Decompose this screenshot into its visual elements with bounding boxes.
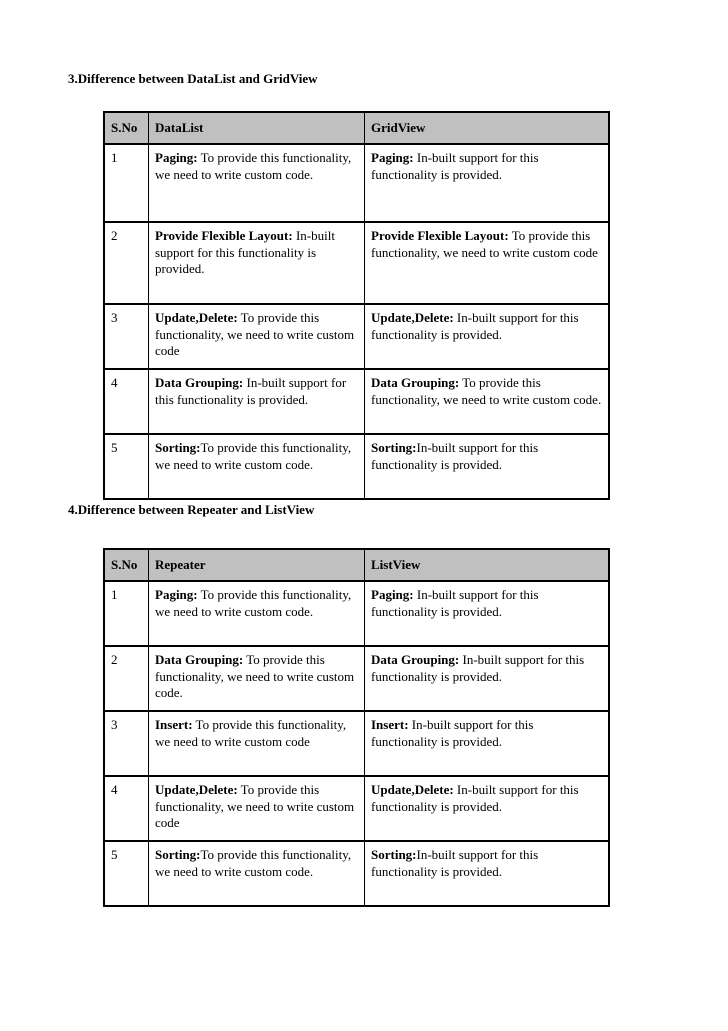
feature-term: Paging: (371, 587, 414, 602)
feature-term: Provide Flexible Layout: (371, 228, 509, 243)
feature-description: In-built support for this functionality is provided. (155, 228, 335, 276)
sno-cell: 2 (103, 647, 148, 712)
datalist-gridview-table (103, 111, 610, 500)
feature-term: Paging: (155, 587, 198, 602)
datalist-cell (148, 145, 364, 223)
feature-description: To provide this functionality, we need to write custom code. (155, 847, 352, 879)
section-3-heading: 3.Difference between DataList and GridView (68, 71, 318, 86)
feature-description: In-built support for this functionality is provided. (371, 150, 539, 182)
listview-cell (364, 647, 610, 712)
feature-term: Sorting: (155, 440, 201, 455)
table-row (103, 370, 610, 435)
gridview-cell (364, 305, 610, 370)
sno-cell: 2 (103, 223, 148, 305)
repeater-cell (148, 842, 364, 907)
header-datalist: DataList (148, 111, 364, 145)
repeater-cell (148, 582, 364, 647)
gridview-cell (364, 435, 610, 500)
header-sno: S.No (103, 111, 148, 145)
repeater-cell (148, 647, 364, 712)
listview-cell (364, 777, 610, 842)
repeater-cell (148, 777, 364, 842)
table-row (103, 145, 610, 223)
listview-cell (364, 582, 610, 647)
feature-description: To provide this functionality, we need to write custom code. (155, 652, 355, 700)
sno-cell: 4 (103, 370, 148, 435)
feature-description: To provide this functionality, we need to write custom code (155, 310, 355, 358)
table-row (103, 842, 610, 907)
feature-description: In-built support for this functionality is provided. (371, 652, 585, 684)
feature-description: To provide this functionality, we need to write custom code. (155, 440, 352, 472)
sno-cell: 4 (103, 777, 148, 842)
feature-description: In-built support for this functionality is provided. (371, 310, 579, 342)
feature-term: Paging: (371, 150, 414, 165)
header-listview: ListView (364, 548, 610, 582)
feature-term: Data Grouping: (155, 375, 244, 390)
feature-term: Sorting: (155, 847, 201, 862)
repeater-listview-table (103, 548, 610, 907)
gridview-cell (364, 223, 610, 305)
feature-term: Update,Delete: (155, 782, 238, 797)
table-row (103, 647, 610, 712)
feature-description: To provide this functionality, we need to write custom code (155, 782, 355, 830)
table-row (103, 582, 610, 647)
feature-term: Paging: (155, 150, 198, 165)
table-row (103, 223, 610, 305)
table-row (103, 305, 610, 370)
repeater-cell (148, 712, 364, 777)
datalist-cell (148, 435, 364, 500)
feature-description: To provide this functionality, we need to write custom code (371, 228, 598, 260)
sno-cell: 1 (103, 582, 148, 647)
feature-term: Provide Flexible Layout: (155, 228, 293, 243)
header-repeater: Repeater (148, 548, 364, 582)
datalist-cell (148, 305, 364, 370)
feature-description: In-built support for this functionality is provided. (371, 587, 539, 619)
feature-description: In-built support for this functionality is provided. (371, 847, 539, 879)
feature-term: Update,Delete: (371, 782, 454, 797)
feature-term: Update,Delete: (371, 310, 454, 325)
feature-description: In-built support for this functionality is provided. (371, 440, 539, 472)
section-4-heading: 4.Difference between Repeater and ListView (68, 502, 315, 517)
feature-description: In-built support for this functionality is provided. (155, 375, 347, 407)
listview-cell (364, 712, 610, 777)
feature-description: In-built support for this functionality is provided. (371, 782, 579, 814)
feature-term: Update,Delete: (155, 310, 238, 325)
table-header-row (103, 548, 610, 582)
feature-description: To provide this functionality, we need to write custom code. (371, 375, 602, 407)
feature-description: To provide this functionality, we need to write custom code (155, 717, 347, 749)
header-gridview: GridView (364, 111, 610, 145)
table-row (103, 777, 610, 842)
table-header-row (103, 111, 610, 145)
table-row (103, 435, 610, 500)
feature-term: Data Grouping: (155, 652, 244, 667)
datalist-cell (148, 370, 364, 435)
sno-cell: 1 (103, 145, 148, 223)
feature-term: Data Grouping: (371, 652, 460, 667)
feature-description: To provide this functionality, we need to write custom code. (155, 150, 352, 182)
gridview-cell (364, 145, 610, 223)
feature-term: Insert: (371, 717, 409, 732)
sno-cell: 5 (103, 842, 148, 907)
feature-description: In-built support for this functionality is provided. (371, 717, 534, 749)
sno-cell: 3 (103, 305, 148, 370)
feature-term: Sorting: (371, 847, 417, 862)
listview-cell (364, 842, 610, 907)
sno-cell: 5 (103, 435, 148, 500)
feature-term: Sorting: (371, 440, 417, 455)
table-row (103, 712, 610, 777)
feature-term: Data Grouping: (371, 375, 460, 390)
feature-term: Insert: (155, 717, 193, 732)
feature-description: To provide this functionality, we need to write custom code. (155, 587, 352, 619)
sno-cell: 3 (103, 712, 148, 777)
header-sno: S.No (103, 548, 148, 582)
gridview-cell (364, 370, 610, 435)
datalist-cell (148, 223, 364, 305)
